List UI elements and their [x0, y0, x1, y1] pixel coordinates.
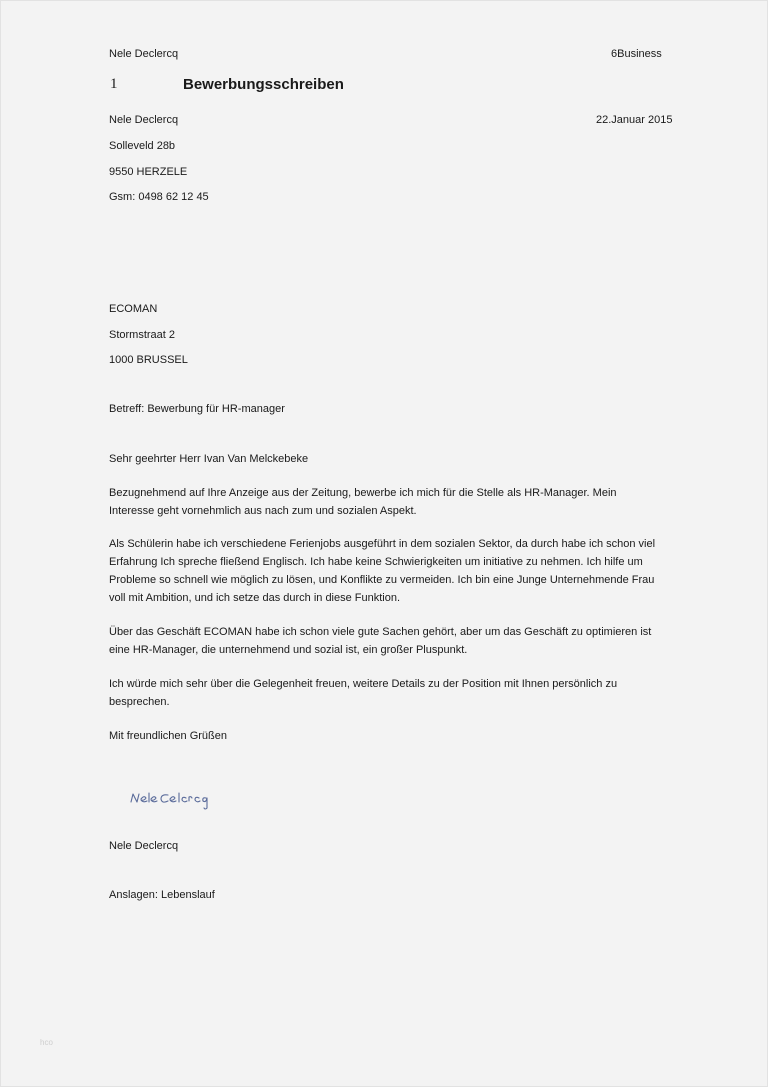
- paragraph-line: Als Schülerin habe ich verschiedene Ferienjobs ausgeführt in dem sozialen Sektor, da durch habe ich schon viel: [109, 538, 656, 550]
- paragraph-line: Interesse geht vornehmlich aus nach zum und sozialen Aspekt.: [109, 505, 417, 517]
- paragraph-line: Erfahrung Ich spreche fließend Englisch. Ich habe keine Schwierigkeiten um initiative zu nehmen. Ich hilfe um: [109, 556, 643, 568]
- handwritten-signature: [128, 786, 218, 817]
- paragraph-line: Bezugnehmend auf Ihre Anzeige aus der Zeitung, bewerbe ich mich für die Stelle als HR-Manager. Mein: [109, 487, 617, 499]
- watermark: hco: [40, 1038, 53, 1047]
- closing: Mit freundlichen Grüßen: [109, 730, 227, 742]
- paragraph-line: voll mit Ambition, und ich setze das durch in diese Funktion.: [109, 592, 401, 604]
- paragraph-line: besprechen.: [109, 696, 170, 708]
- heading-number: 1: [110, 76, 118, 92]
- attachments: Anslagen: Lebenslauf: [109, 889, 215, 901]
- signed-name: Nele Declercq: [109, 840, 179, 852]
- header-author: Nele Declercq: [109, 48, 179, 60]
- paragraph-1: [109, 484, 709, 520]
- paragraph-2: [109, 535, 709, 607]
- signature-drawing: [128, 786, 218, 812]
- paragraph-3: [109, 623, 709, 659]
- sender-phone: Gsm: 0498 62 12 45: [109, 191, 209, 203]
- paragraph-4: [109, 675, 709, 711]
- paragraph-line: Probleme so schnell wie möglich zu lösen, und Konflikte zu vermeiden. Ich bin eine Junge Unternehmende Frau: [109, 574, 655, 586]
- salutation: Sehr geehrter Herr Ivan Van Melckebeke: [109, 453, 309, 465]
- subject-line: Betreff: Bewerbung für HR-manager: [109, 403, 285, 415]
- paragraph-line: Ich würde mich sehr über die Gelegenheit freuen, weitere Details zu der Position mit Ihnen persönlich zu: [109, 678, 618, 690]
- sender-city: 9550 HERZELE: [109, 166, 188, 178]
- recipient-city: 1000 BRUSSEL: [109, 354, 188, 366]
- recipient-company: ECOMAN: [109, 303, 158, 315]
- sender-name: Nele Declercq: [109, 114, 179, 126]
- letter-date: 22.Januar 2015: [596, 114, 673, 126]
- paragraph-line: Über das Geschäft ECOMAN habe ich schon viele gute Sachen gehört, aber um das Geschäft zu optimieren ist: [109, 626, 652, 638]
- paragraph-line: eine HR-Manager, die unternehmend und sozial ist, ein großer Pluspunkt.: [109, 644, 468, 656]
- header-course: 6Business: [611, 48, 662, 60]
- recipient-street: Stormstraat 2: [109, 329, 176, 341]
- page-title: Bewerbungsschreiben: [183, 76, 344, 93]
- sender-street: Solleveld 28b: [109, 140, 176, 152]
